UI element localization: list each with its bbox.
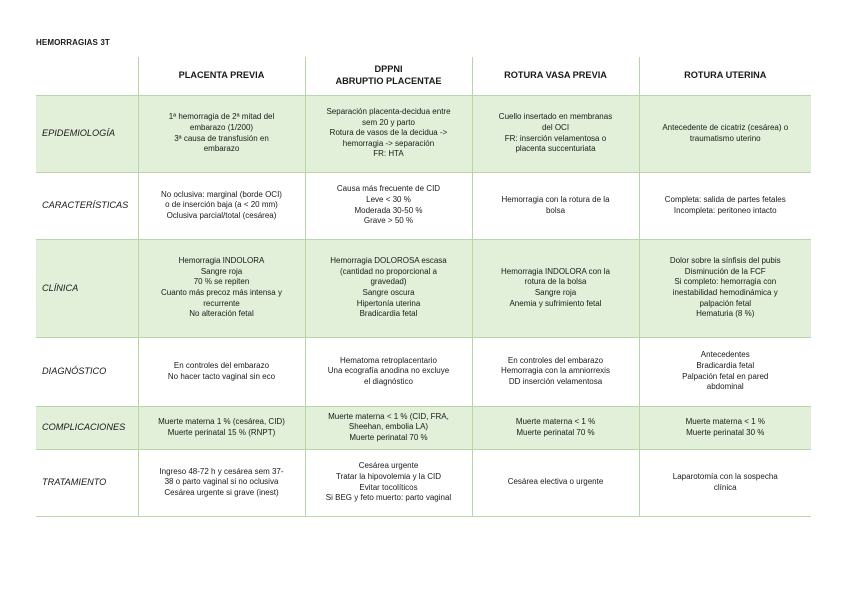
cell-line: Laparotomía con la sospecha — [672, 471, 778, 481]
cell-line: Muerte perinatal 30 % — [686, 427, 765, 437]
cell-line: gravedad) — [370, 277, 407, 287]
cell-line: abdominal — [706, 382, 744, 392]
row-label: CLÍNICA — [36, 239, 138, 337]
cell-line: Hemorragia INDOLORA — [178, 256, 265, 266]
header-line: ROTURA VASA PREVIA — [504, 70, 607, 80]
table-row — [36, 95, 811, 172]
cell-line: Cuanto más precoz más intensa y — [161, 288, 282, 297]
cell-placenta-previa — [138, 449, 305, 516]
cell-line: recurrente — [203, 298, 240, 308]
cell-line: Antecedentes — [700, 350, 750, 360]
table-row — [36, 172, 811, 239]
cell-line: Hemorragia con la rotura de la — [501, 194, 610, 204]
header-line: ROTURA UTERINA — [684, 70, 767, 80]
cell-dppni — [305, 239, 472, 337]
cell-line: Rotura de vasos de la decidua -> — [329, 128, 448, 138]
row-label: CARACTERÍSTICAS — [36, 172, 138, 239]
cell-line: Muerte perinatal 15 % (RNPT) — [167, 427, 276, 437]
cell-line: Leve < 30 % — [366, 194, 411, 204]
cell-line: Palpación fetal en pared — [682, 371, 769, 381]
cell-line: hemorragia -> separación — [342, 138, 435, 148]
hemorragias-table — [36, 57, 811, 517]
cell-rotura-vasa-previa — [472, 406, 639, 449]
cell-line: Incompleta: peritoneo intacto — [673, 205, 777, 215]
cell-placenta-previa — [138, 172, 305, 239]
cell-line: No alteración fetal — [189, 309, 254, 319]
cell-rotura-uterina — [639, 406, 811, 449]
cell-line: Hemorragia DOLOROSA escasa — [330, 256, 447, 266]
cell-line: Sheehan, embolia LA) — [348, 422, 429, 432]
cell-line: embarazo — [203, 144, 240, 154]
cell-line: Sangre roja — [200, 266, 243, 276]
cell-rotura-uterina — [639, 172, 811, 239]
cell-placenta-previa — [138, 406, 305, 449]
cell-rotura-vasa-previa — [472, 95, 639, 172]
cell-rotura-uterina — [639, 239, 811, 337]
cell-line: FR: HTA — [373, 149, 404, 159]
cell-rotura-vasa-previa — [472, 337, 639, 406]
cell-dppni — [305, 337, 472, 406]
cell-line: el diagnóstico — [364, 376, 413, 386]
cell-line: 3ª causa de transfusión en — [174, 133, 269, 143]
cell-line: 70 % se repiten — [193, 277, 250, 287]
cell-line: Oclusiva parcial/total (cesárea) — [166, 210, 277, 220]
cell-line: rotura de la bolsa — [524, 277, 587, 287]
cell-line: Muerte materna < 1 % (CID, FRA, — [328, 411, 449, 421]
table-row — [36, 449, 811, 516]
header-rotura-uterina — [639, 57, 811, 95]
document-title: HEMORRAGIAS 3T — [36, 38, 110, 47]
cell-rotura-vasa-previa — [472, 172, 639, 239]
header-line: PLACENTA PREVIA — [178, 70, 265, 80]
cell-line: del OCI — [541, 122, 570, 132]
cell-line: traumatismo uterino — [689, 133, 761, 143]
cell-line: Separación placenta-decidua entre — [326, 107, 451, 117]
cell-line: o de inserción baja (a < 20 mm) — [165, 200, 278, 210]
cell-line: En controles del embarazo — [507, 355, 604, 365]
table-row — [36, 337, 811, 406]
cell-line: Bradicardia fetal — [359, 309, 418, 319]
header-empty-cell — [36, 57, 138, 95]
table-row — [36, 239, 811, 337]
header-line: ABRUPTIO PLACENTAE — [335, 75, 442, 86]
cell-line: Dolor sobre la sínfisis del pubis — [669, 256, 781, 266]
table-row — [36, 406, 811, 449]
cell-line: Grave > 50 % — [363, 216, 414, 226]
row-label: DIAGNÓSTICO — [36, 337, 138, 406]
header-line: DPPNI — [374, 64, 403, 75]
cell-line: Causa más frecuente de CID — [336, 184, 441, 194]
cell-line: No hacer tacto vaginal sin eco — [167, 371, 276, 381]
cell-line: embarazo (1/200) — [189, 122, 254, 132]
cell-line: Hemorragia INDOLORA con la — [501, 266, 610, 276]
cell-line: Muerte perinatal 70 % — [516, 427, 595, 437]
cell-line: (cantidad no proporcional a — [340, 266, 437, 276]
cell-line: Anemia y sufrimiento fetal — [509, 298, 602, 308]
cell-line: Moderada 30-50 % — [354, 205, 423, 215]
row-label: COMPLICACIONES — [36, 406, 138, 449]
cell-line: clínica — [713, 482, 737, 492]
cell-line: Hematoma retroplacentario — [340, 355, 437, 365]
cell-line: Sangre roja — [534, 288, 577, 297]
row-label: EPIDEMIOLOGÍA — [36, 95, 138, 172]
cell-line: Cesárea electiva o urgente — [507, 477, 604, 487]
cell-line: Una ecografía anodina no excluye — [327, 366, 450, 376]
cell-line: inestabilidad hemodinámica y — [672, 288, 778, 297]
cell-line: Antecedente de cicatriz (cesárea) o — [662, 122, 789, 132]
header-row — [36, 57, 811, 95]
header-placenta-previa — [138, 57, 305, 95]
cell-line: Bradicardia fetal — [696, 360, 755, 370]
cell-placenta-previa — [138, 95, 305, 172]
cell-placenta-previa — [138, 239, 305, 337]
cell-line: Tratar la hipovolemia y la CID — [335, 471, 442, 481]
cell-line: Muerte materna < 1 % — [515, 416, 596, 426]
cell-line: Cesárea urgente — [358, 461, 419, 471]
cell-line: En controles del embarazo — [173, 360, 270, 370]
cell-line: bolsa — [545, 205, 566, 215]
cell-dppni — [305, 95, 472, 172]
cell-line: Disminución de la FCF — [684, 266, 766, 276]
cell-rotura-uterina — [639, 95, 811, 172]
cell-rotura-vasa-previa — [472, 239, 639, 337]
cell-placenta-previa — [138, 337, 305, 406]
cell-line: placenta succenturiata — [515, 144, 596, 154]
cell-rotura-uterina — [639, 449, 811, 516]
cell-dppni — [305, 406, 472, 449]
header-rotura-vasa-previa — [472, 57, 639, 95]
cell-line: Muerte materna < 1 % — [685, 416, 765, 426]
cell-line: Hipertonía uterina — [356, 298, 421, 308]
cell-dppni — [305, 449, 472, 516]
cell-rotura-uterina — [639, 337, 811, 406]
header-dppni — [305, 57, 472, 95]
cell-line: 1ª hemorragia de 2ª mitad del — [168, 112, 275, 122]
cell-line: Hemorragia con la amniorrexis — [501, 366, 610, 376]
cell-line: Completa: salida de partes fetales — [664, 194, 786, 204]
cell-line: Muerte perinatal 70 % — [349, 432, 428, 442]
cell-line: Evitar tocolíticos — [359, 482, 418, 492]
cell-line: No oclusiva: marginal (borde OCI) — [161, 189, 282, 199]
cell-line: Hematuria (8 %) — [696, 309, 755, 319]
row-label: TRATAMIENTO — [36, 449, 138, 516]
cell-line: Ingreso 48-72 h y cesárea sem 37- — [159, 466, 284, 476]
cell-line: 38 o parto vaginal si no oclusiva — [164, 477, 279, 487]
cell-line: sem 20 y parto — [362, 117, 415, 127]
cell-rotura-vasa-previa — [472, 449, 639, 516]
cell-line: Sangre oscura — [362, 288, 415, 297]
cell-line: Si completo: hemorragia con — [674, 277, 777, 287]
cell-line: palpación fetal — [699, 298, 752, 308]
cell-line: Cesárea urgente si grave (inest) — [164, 487, 279, 497]
cell-line: DD inserción velamentosa — [508, 376, 603, 386]
cell-line: Si BEG y feto muerto: parto vaginal — [325, 493, 452, 503]
cell-line: FR: inserción velamentosa o — [504, 133, 607, 143]
cell-line: Muerte materna 1 % (cesárea, CID) — [158, 416, 285, 426]
cell-dppni — [305, 172, 472, 239]
cell-line: Cuello insertado en membranas — [498, 112, 613, 122]
